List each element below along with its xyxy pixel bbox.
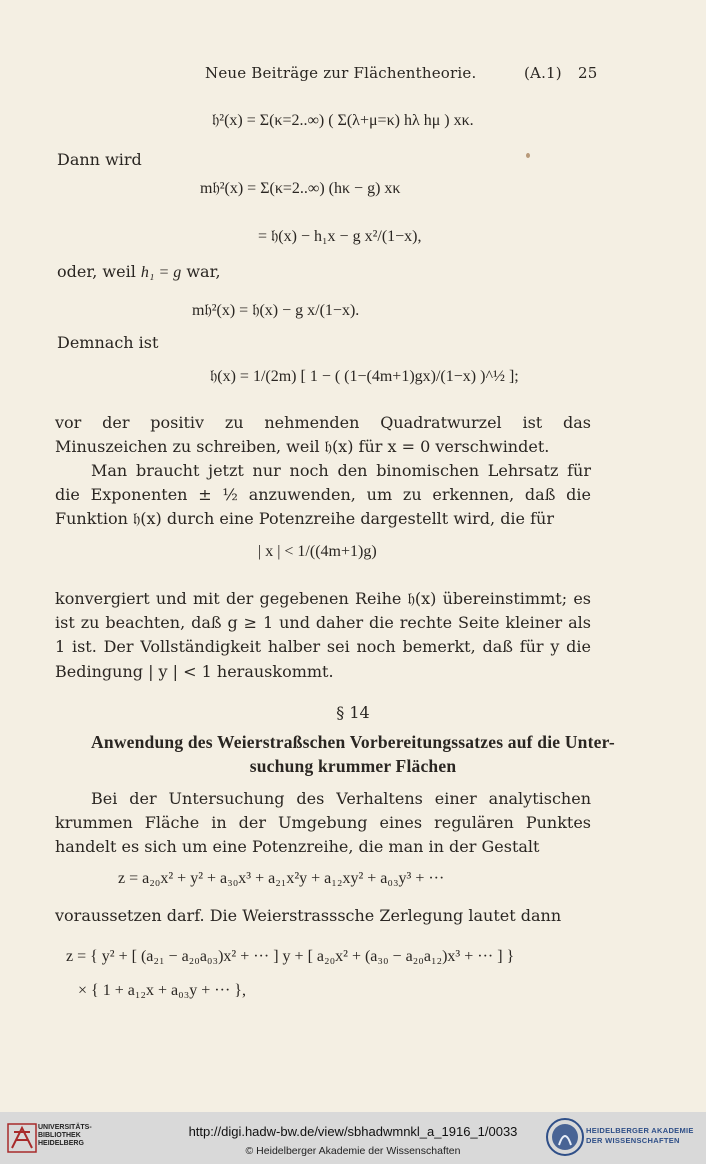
paragraph-5: voraussetzen darf. Die Weierstrasssche Zerlegung lautet dann (55, 906, 562, 925)
university-library-name: UNIVERSITÄTS- BIBLIOTHEK HEIDELBERG (38, 1124, 92, 1147)
equation-6: | x | < 1/((4m+1)g) (258, 543, 377, 560)
section-number: § 14 (336, 703, 370, 722)
label-dann-wird: Dann wird (57, 150, 142, 169)
equation-9: × { 1 + a₁₂x + a₀₃y + ··· }, (78, 982, 246, 999)
equation-7: z = a₂₀x² + y² + a₃₀x³ + a₂₁x²y + a₁₂xy² + a₀₃y³ + ··· (118, 870, 445, 887)
academy-seal-icon[interactable] (545, 1117, 585, 1157)
academy-name: HEIDELBERGER AKADEMIE DER WISSENSCHAFTEN (586, 1126, 694, 1145)
equation-3: = 𝔥(x) − h₁x − g x²/(1−x), (258, 228, 422, 245)
label-demnach-ist: Demnach ist (57, 333, 159, 352)
running-ref: (A.1) (524, 64, 562, 82)
equation-2: m𝔥²(x) = Σ(κ=2..∞) (hκ − g) xκ (200, 180, 401, 197)
equation-4: m𝔥²(x) = 𝔥(x) − g x/(1−x). (192, 302, 360, 319)
paragraph-2: Man braucht jetzt nur noch den binomischen Lehrsatz für die Exponenten ± ½ anzuwenden, um zu erkennen, daß die Funktion 𝔥(x) durch eine Potenzreihe dargestellt wird, die für (55, 461, 591, 529)
label-oder: oder, weil h₁ = g war, (57, 262, 221, 281)
viewer-footer (0, 1112, 706, 1164)
paragraph-1: vor der positiv zu nehmenden Quadratwurzel ist das Minuszeichen zu schreiben, weil 𝔥(x) für x = 0 verschwindet. (55, 413, 591, 457)
equation-1: 𝔥²(x) = Σ(κ=2..∞) ( Σ(λ+μ=κ) hλ hμ ) xκ. (212, 112, 474, 129)
running-title: Neue Beiträge zur Flächentheorie. (205, 64, 477, 82)
equation-5: 𝔥(x) = 1/(2m) [ 1 − ( (1−(4m+1)gx)/(1−x) )^½ ]; (210, 368, 519, 385)
page-number: 25 (578, 64, 598, 82)
paragraph-3: konvergiert und mit der gegebenen Reihe 𝔥(x) übereinstimmt; es ist zu beachten, daß g ≥ 1 und daher die rechte Seite kleiner als 1 ist. Der Vollständigkeit halber sei noch bemerkt, daß für y die Bedingung | y | < 1 herauskommt. (55, 589, 591, 681)
scan-speck (526, 153, 530, 158)
section-title: Anwendung des Weierstraßschen Vorbereitungssatzes auf die Unter- suchung krummer Flächen (91, 732, 615, 776)
paragraph-4: Bei der Untersuchung des Verhaltens einer analytischen krummen Fläche in der Umgebung eines regulären Punktes handelt es sich um eine Potenzreihe, die man in der Gestalt (55, 789, 591, 857)
permalink-url[interactable]: http://digi.hadw-bw.de/view/sbhadwmnkl_a_1916_1/0033 (188, 1124, 518, 1139)
condition-h1-g: h₁ = g (140, 264, 182, 281)
equation-8: z = { y² + [ (a₂₁ − a₂₀a₀₃)x² + ··· ] y + [ a₂₀x² + (a₃₀ − a₂₀a₁₂)x³ + ··· ] } (66, 948, 515, 965)
copyright-notice: © Heidelberger Akademie der Wissenschaften (245, 1145, 461, 1157)
